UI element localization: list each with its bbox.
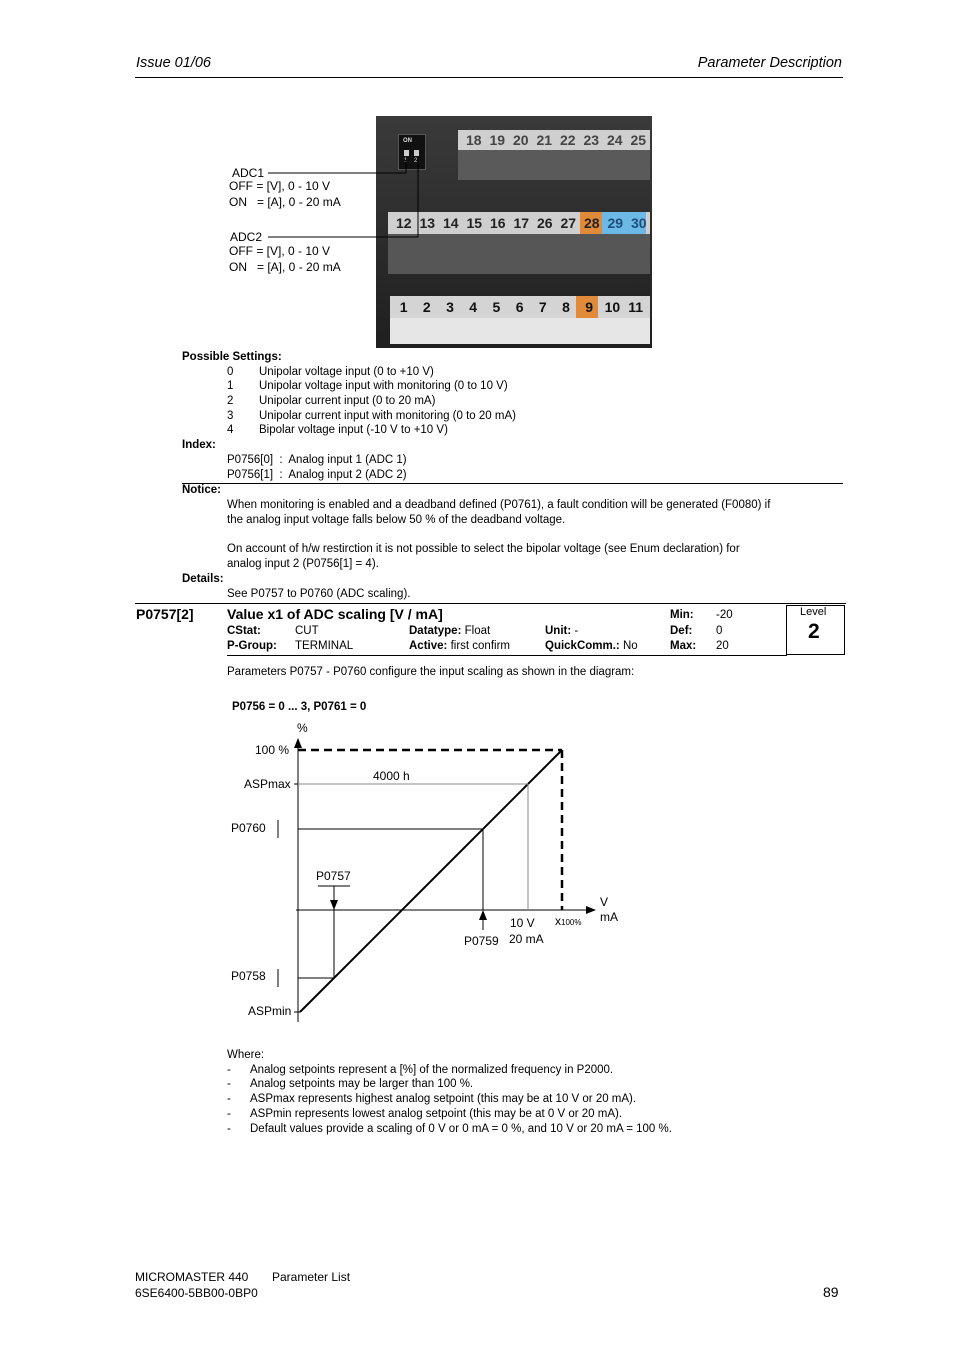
index-title: Index: — [182, 439, 216, 451]
footer-order-number: 6SE6400-5BB00-0BP0 — [135, 1286, 258, 1300]
pgroup-label: P-Group: — [227, 640, 277, 652]
terminal-number: 18 — [465, 132, 482, 148]
terminal-number: 13 — [419, 215, 436, 231]
possible-setting-num: 2 — [227, 395, 234, 407]
terminal-number: 25 — [630, 132, 647, 148]
quickcomm-field: QuickComm.: No — [545, 640, 638, 652]
terminal-number: 24 — [606, 132, 623, 148]
adc2-on: ON = [A], 0 - 20 mA — [229, 260, 341, 274]
details-title: Details: — [182, 573, 224, 585]
where-bullet: - — [227, 1093, 231, 1105]
max-label: Max: — [670, 640, 697, 652]
diagram-title: P0756 = 0 ... 3, P0761 = 0 — [232, 701, 367, 713]
where-bullet: - — [227, 1078, 231, 1090]
ten-v-label: 10 V — [510, 916, 535, 930]
possible-setting-text: Unipolar voltage input (0 to +10 V) — [259, 366, 434, 378]
adc1-on: ON = [A], 0 - 20 mA — [229, 195, 341, 209]
terminal-number: 11 — [628, 299, 643, 315]
where-item: Analog setpoints represent a [%] of the normalized frequency in P2000. — [250, 1064, 614, 1076]
min-value: -20 — [716, 609, 733, 621]
where-item: ASPmax represents highest analog setpoint (this may be at 10 V or 20 mA). — [250, 1093, 637, 1105]
where-item: ASPmin represents lowest analog setpoint (this may be at 0 V or 20 mA). — [250, 1108, 623, 1120]
possible-setting-num: 3 — [227, 410, 234, 422]
possible-settings-title: Possible Settings: — [182, 351, 282, 363]
terminal-number: 29 — [607, 215, 624, 231]
terminal-number: 30 — [630, 215, 647, 231]
aspmin-label: ASPmin — [248, 1004, 292, 1018]
index-item: P0756[1] : Analog input 2 (ADC 2) — [227, 469, 407, 481]
intro-text: Parameters P0757 - P0760 configure the input scaling as shown in the diagram: — [227, 666, 635, 678]
min-label: Min: — [670, 609, 694, 621]
terminal-number: 3 — [446, 299, 454, 315]
pgroup-value: TERMINAL — [295, 640, 354, 652]
terminal-number: 9 — [585, 299, 594, 315]
terminal-number: 1 — [399, 299, 408, 315]
x-axis-unit-ma: mA — [600, 910, 618, 924]
dip-switch-num-2: 2 — [414, 158, 418, 164]
param-name: Value x1 of ADC scaling [V / mA] — [227, 606, 443, 622]
y-axis-unit: % — [297, 721, 308, 735]
unit-field: Unit: - — [545, 625, 579, 637]
terminal-number: 28 — [583, 215, 600, 231]
possible-setting-text: Unipolar current input (0 to 20 mA) — [259, 395, 436, 407]
max-value: 20 — [716, 640, 729, 652]
details-text: See P0757 to P0760 (ADC scaling). — [227, 588, 411, 600]
possible-setting-text: Unipolar voltage input with monitoring (0 to 10 V) — [259, 380, 508, 392]
dip-switch-on-label: ON — [403, 138, 412, 144]
page-number: 89 — [823, 1284, 839, 1300]
adc2-label: ADC2 — [230, 230, 263, 244]
terminal-number: 14 — [442, 215, 459, 231]
terminal-number: 10 — [604, 299, 621, 315]
terminal-number: 6 — [515, 299, 524, 315]
header-section-title: Parameter Description — [697, 55, 842, 71]
footer-doc-type: Parameter List — [272, 1270, 351, 1284]
where-item: Analog setpoints may be larger than 100 %. — [250, 1078, 474, 1090]
adc2-off: OFF = [V], 0 - 10 V — [229, 244, 331, 258]
terminal-number: 4 — [469, 299, 478, 315]
def-value: 0 — [716, 625, 723, 637]
possible-setting-text: Unipolar current input with monitoring (0 to 20 mA) — [259, 410, 516, 422]
notice-text: the analog input voltage falls below 50 % of the deadband voltage. — [227, 514, 566, 526]
footer-product: MICROMASTER 440 — [135, 1270, 249, 1284]
terminal-number: 21 — [536, 132, 553, 148]
dip-switch-num-1: 1 — [404, 158, 408, 164]
index-item: P0756[0] : Analog input 1 (ADC 1) — [227, 454, 407, 466]
terminal-number: 15 — [466, 215, 483, 231]
terminal-number: 19 — [489, 132, 506, 148]
hours-label: 4000 h — [373, 769, 410, 783]
possible-setting-num: 1 — [227, 380, 234, 392]
notice-text: On account of h/w restirction it is not possible to select the bipolar voltage (see Enum declaration) for — [227, 543, 740, 555]
notice-title: Notice: — [182, 484, 221, 496]
terminal-number: 20 — [512, 132, 529, 148]
notice-text: When monitoring is enabled and a deadband defined (P0761), a fault condition will be generated (F0080) if — [227, 499, 771, 511]
where-item: Default values provide a scaling of 0 V or 0 mA = 0 %, and 10 V or 20 mA = 100 %. — [250, 1123, 672, 1135]
p0758-label: P0758 — [231, 969, 266, 983]
p0757-label: P0757 — [316, 869, 351, 883]
adc1-off: OFF = [V], 0 - 10 V — [229, 179, 331, 193]
terminal-number: 17 — [513, 215, 530, 231]
cstat-label: CStat: — [227, 625, 261, 637]
level-value: 2 — [808, 620, 820, 643]
possible-setting-num: 0 — [227, 366, 234, 378]
terminal-number: 26 — [536, 215, 553, 231]
adc1-label: ADC1 — [232, 166, 265, 180]
notice-text: analog input 2 (P0756[1] = 4). — [227, 558, 379, 570]
active-field: Active: first confirm — [409, 640, 510, 652]
terminal-number: 27 — [560, 215, 577, 231]
terminal-number: 22 — [559, 132, 576, 148]
where-title: Where: — [227, 1049, 265, 1061]
terminal-number: 5 — [492, 299, 501, 315]
def-label: Def: — [670, 625, 693, 637]
p0759-label: P0759 — [464, 934, 499, 948]
header-issue: Issue 01/06 — [136, 55, 211, 71]
terminal-number: 7 — [538, 299, 547, 315]
terminal-number: 2 — [422, 299, 431, 315]
where-bullet: - — [227, 1108, 231, 1120]
terminal-number: 23 — [583, 132, 600, 148]
where-bullet: - — [227, 1064, 231, 1076]
y-100-label: 100 % — [255, 743, 290, 757]
x-axis-unit-v: V — [600, 895, 609, 909]
possible-setting-text: Bipolar voltage input (-10 V to +10 V) — [259, 424, 448, 436]
level-label: Level — [800, 606, 827, 618]
possible-setting-num: 4 — [227, 424, 234, 436]
cstat-value: CUT — [295, 625, 319, 637]
aspmax-label: ASPmax — [244, 777, 291, 791]
datatype-field: Datatype: Float — [409, 625, 491, 637]
terminal-number: 12 — [395, 215, 412, 231]
p0760-label: P0760 — [231, 821, 266, 835]
twenty-ma-label: 20 mA — [509, 932, 544, 946]
x100-label: x100% — [555, 914, 582, 928]
terminal-number: 16 — [489, 215, 506, 231]
where-bullet: - — [227, 1123, 231, 1135]
param-id: P0757[2] — [136, 606, 194, 622]
terminal-number: 8 — [562, 299, 570, 315]
